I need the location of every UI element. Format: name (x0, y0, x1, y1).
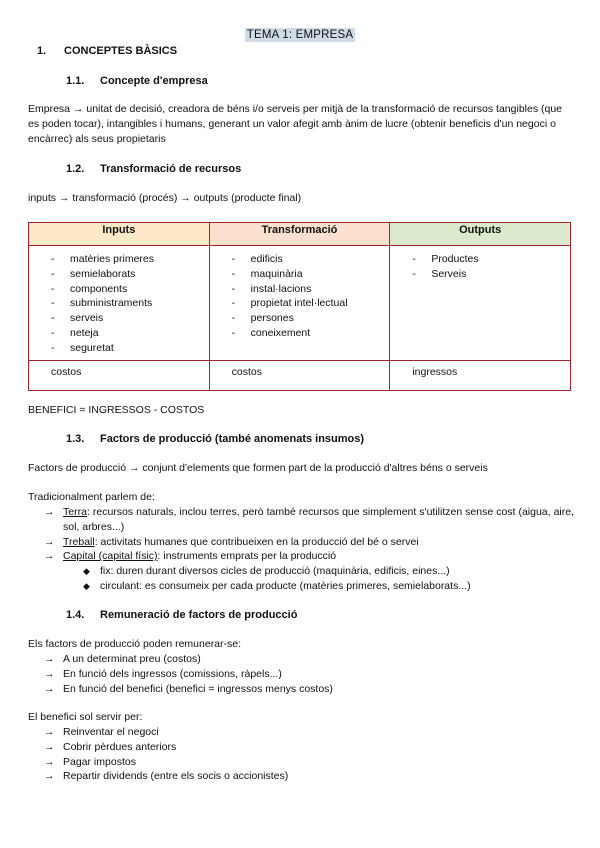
header-inputs: Inputs (29, 223, 210, 246)
arrow-icon: → (44, 506, 55, 518)
arrow-icon: → (44, 667, 55, 680)
benefici-formula: BENEFICI = INGRESSOS - COSTOS (28, 404, 205, 416)
list-item: - edificis (232, 252, 390, 267)
list-item (44, 755, 574, 770)
list-item: - propietat intel·lectual (232, 296, 390, 311)
subsection-label: Concepte d'empresa (100, 75, 208, 87)
sub-item-text: fix: duren durant diversos cicles de producció (maquinària, edificis, eines...) (100, 565, 450, 578)
factors-list (44, 505, 574, 594)
factors-intro: Tradicionalment parlem de: (28, 491, 155, 503)
remuneration-intro: Els factors de producció poden remunerar-se: (28, 638, 242, 650)
diamond-icon: ◆ (83, 580, 90, 591)
item-text: En funció del benefici (benefici = ingressos menys costos) (63, 682, 333, 695)
transformation-flow: inputs → transformació (procés) → outputs (producte final) (28, 192, 302, 204)
inputs-cell (29, 246, 210, 361)
list-item: - seguretat (51, 341, 209, 356)
list-item (44, 740, 574, 755)
arrow-icon: → (44, 726, 55, 738)
list-item: - components (51, 282, 209, 297)
arrow-icon: → (44, 550, 55, 563)
list-item: - instal·lacions (232, 282, 390, 297)
page-title (0, 29, 600, 41)
arrow-icon: → (44, 653, 55, 665)
transformacio-cell (209, 246, 390, 361)
list-item (44, 725, 574, 740)
list-item: - matèries primeres (51, 252, 209, 267)
sub-list-item (44, 579, 574, 594)
list-item: - coneixement (232, 326, 390, 341)
list-item (44, 549, 574, 564)
subsection-heading-1-3 (66, 433, 364, 445)
footer-transformacio: costos (209, 361, 390, 391)
item-text: En funció dels ingressos (comissions, ràpels...) (63, 667, 282, 680)
benefici-list (44, 725, 574, 784)
item-text: Repartir dividends (entre els socis o accionistes) (63, 770, 289, 783)
benefici-intro: El benefici sol servir per: (28, 711, 143, 723)
section-number: 1. (37, 45, 47, 57)
remuneration-list (44, 652, 574, 696)
subsection-label: Transformació de recursos (100, 163, 242, 175)
section-heading-1 (37, 45, 177, 57)
footer-outputs: ingressos (390, 361, 571, 391)
subsection-number: 1.4. (66, 609, 85, 621)
term-label: Treball (63, 535, 95, 548)
list-item: - Serveis (412, 267, 570, 282)
list-item (44, 769, 574, 784)
factors-definition: Factors de producció → conjunt d'elements que formen part de la producció d'altres béns o serveis (28, 462, 488, 474)
subsection-number: 1.1. (66, 75, 85, 87)
term-label: Capital (capital físic) (63, 550, 158, 563)
subsection-label: Factors de producció (també anomenats insumos) (100, 433, 365, 445)
subsection-label: Remuneració de factors de producció (100, 609, 298, 621)
list-item: - semielaborats (51, 267, 209, 282)
subsection-heading-1-4 (66, 609, 297, 621)
list-item: - neteja (51, 326, 209, 341)
item-text: Reinventar el negoci (63, 726, 159, 738)
empresa-definition: Empresa → unitat de decisió, creadora de béns i/o serveis per mitjà de la transformació de recursos tangibles (que es poden tocar), intangibles i humans, generant un valor afegit amb ànim de lucre (obtenir beneficis d'un negoci o encàrrec) als seus propietaris (28, 103, 563, 145)
list-item: - maquinària (232, 267, 390, 282)
list-item: - serveis (51, 311, 209, 326)
outputs-cell (390, 246, 571, 361)
item-text: Cobrir pèrdues anteriors (63, 740, 177, 753)
list-item (44, 682, 574, 697)
item-text: A un determinat preu (costos) (63, 653, 201, 665)
term-text: : recursos naturals, inclou terres, però també recursos que simplement s'utilitzen sense cost (aigua, aire, sol, arbres...) (63, 506, 574, 533)
subsection-number: 1.2. (66, 163, 85, 175)
arrow-icon: → (44, 740, 55, 753)
list-item (44, 667, 574, 682)
arrow-icon: → (44, 535, 55, 548)
list-item (44, 505, 574, 535)
footer-inputs: costos (29, 361, 210, 391)
page-title-text: TEMA 1: EMPRESA (246, 29, 354, 41)
resources-table (28, 222, 571, 391)
diamond-icon: ◆ (83, 566, 90, 577)
section-label: CONCEPTES BÀSICS (64, 45, 178, 57)
arrow-icon: → (44, 682, 55, 695)
item-text: Pagar impostos (63, 755, 136, 768)
arrow-icon: → (44, 770, 55, 783)
subsection-number: 1.3. (66, 433, 85, 445)
header-outputs: Outputs (390, 223, 571, 246)
term-text: : instruments emprats per la producció (157, 550, 337, 563)
list-item (44, 652, 574, 667)
list-item (44, 535, 574, 550)
term-label: Terra (63, 506, 87, 518)
arrow-icon: → (44, 755, 55, 768)
list-item: - Productes (412, 252, 570, 267)
sub-item-text: circulant: es consumeix per cada producte (matèries primeres, semielaborats...) (100, 579, 471, 592)
header-transformacio: Transformació (209, 223, 390, 246)
list-item: - subministraments (51, 296, 209, 311)
term-text: : activitats humanes que contribueixen en la producció del bé o servei (94, 535, 419, 548)
sub-list-item (44, 564, 574, 579)
subsection-heading-1-1 (66, 75, 208, 87)
subsection-heading-1-2 (66, 163, 241, 175)
list-item: - persones (232, 311, 390, 326)
